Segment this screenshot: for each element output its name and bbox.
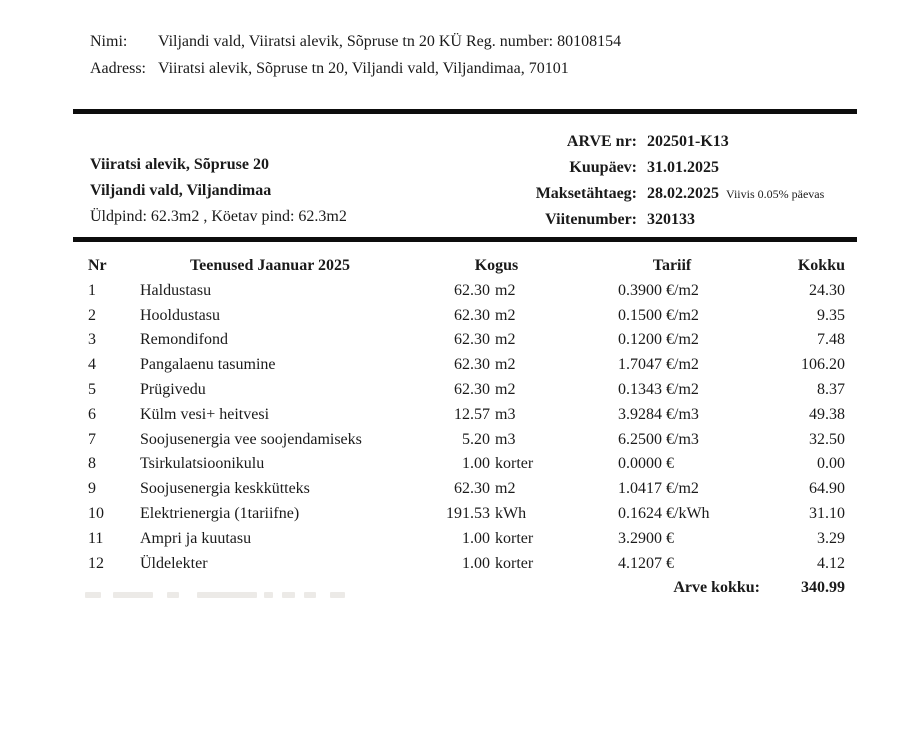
ghost-fragment	[113, 592, 153, 598]
reference-number-label: Viitenumber:	[545, 211, 637, 229]
row-tariff: 3.9284 €/m3	[618, 405, 699, 423]
property-block	[90, 152, 347, 229]
row-service: Ampri ja kuutasu	[140, 529, 252, 547]
row-qty-unit: m2	[495, 331, 516, 349]
row-tariff: 6.2500 €/m3	[618, 430, 699, 448]
table-row	[0, 403, 898, 428]
row-quantity	[400, 428, 548, 453]
row-service: Haldustasu	[140, 281, 212, 299]
row-service: Külm vesi+ heitvesi	[140, 405, 270, 423]
services-table	[0, 254, 898, 601]
reference-number-row	[450, 207, 824, 233]
row-total: 32.50	[809, 430, 845, 448]
row-nr: 8	[88, 455, 96, 473]
row-quantity	[400, 527, 548, 552]
recipient-name-label: Nimi:	[90, 33, 128, 50]
row-quantity	[400, 502, 548, 527]
property-area-line: Üldpind: 62.3m2 , Köetav pind: 62.3m2	[90, 207, 347, 225]
recipient-name-value: Viljandi vald, Viiratsi alevik, Sõpruse tn 20 KÜ Reg. number: 80108154	[158, 33, 622, 50]
row-service: Remondifond	[140, 331, 228, 349]
row-total: 9.35	[817, 306, 845, 324]
invoice-date-label: Kuupäev:	[569, 158, 637, 176]
row-tariff: 1.7047 €/m2	[618, 356, 699, 374]
row-qty-number: 191.53	[446, 504, 490, 522]
row-nr: 10	[88, 504, 104, 522]
row-nr: 1	[88, 281, 96, 299]
row-qty-number: 1.00	[462, 455, 490, 473]
ghost-fragment	[264, 592, 273, 598]
row-qty-number: 1.00	[462, 529, 490, 547]
row-nr: 7	[88, 430, 96, 448]
horizontal-rule-middle	[73, 237, 857, 242]
row-qty-unit: m2	[495, 380, 516, 398]
row-quantity	[400, 279, 548, 304]
row-quantity	[400, 378, 548, 403]
header-service: Teenused Jaanuar 2025	[189, 257, 351, 274]
table-row	[0, 552, 898, 577]
row-qty-number: 62.30	[454, 356, 490, 374]
row-tariff: 0.1343 €/m2	[618, 380, 699, 398]
ghost-fragment	[167, 592, 179, 598]
table-row	[0, 353, 898, 378]
row-service: Hooldustasu	[140, 306, 220, 324]
header-quantity: Kogus	[474, 257, 519, 274]
row-qty-unit: korter	[495, 455, 534, 473]
row-qty-unit: korter	[495, 529, 534, 547]
row-qty-unit: m3	[495, 405, 516, 423]
row-nr: 5	[88, 380, 96, 398]
invoice-date-value: 31.01.2025	[647, 158, 719, 176]
row-nr: 11	[88, 529, 104, 547]
row-qty-unit: kWh	[495, 504, 527, 522]
row-quantity	[400, 304, 548, 329]
row-total: 3.29	[817, 529, 845, 547]
row-total: 24.30	[809, 281, 845, 299]
invoice-number-row	[450, 129, 824, 155]
recipient-block	[90, 29, 621, 82]
row-service: Pangalaenu tasumine	[140, 356, 276, 374]
row-total: 106.20	[801, 356, 845, 374]
row-nr: 2	[88, 306, 96, 324]
invoice-total-label: Arve kokku:	[673, 579, 760, 597]
row-tariff: 3.2900 €	[618, 529, 674, 547]
row-service: Prügivedu	[140, 380, 206, 398]
invoice-number-label: ARVE nr:	[566, 133, 637, 150]
invoice-number-value: 202501-K13	[647, 133, 729, 150]
row-qty-number: 62.30	[454, 306, 490, 324]
table-row	[0, 452, 898, 477]
recipient-address-value: Viiratsi alevik, Sõpruse tn 20, Viljandi vald, Viljandimaa, 70101	[158, 59, 569, 77]
row-service: Elektrienergia (1tariifne)	[140, 504, 300, 522]
ghost-fragment	[282, 592, 295, 598]
row-total: 31.10	[809, 504, 845, 522]
table-header-row	[0, 254, 898, 279]
property-address-line1: Viiratsi alevik, Sõpruse 20	[90, 156, 269, 173]
row-service: Soojusenergia vee soojendamiseks	[140, 430, 362, 448]
table-row	[0, 328, 898, 353]
invoice-meta-block	[450, 129, 824, 233]
row-total: 49.38	[809, 405, 845, 423]
table-row	[0, 502, 898, 527]
row-qty-number: 5.20	[462, 430, 490, 448]
table-row	[0, 304, 898, 329]
header-nr: Nr	[88, 257, 107, 274]
table-row	[0, 279, 898, 304]
row-qty-number: 62.30	[454, 281, 490, 299]
row-tariff: 0.1500 €/m2	[618, 306, 699, 324]
recipient-address-label: Aadress:	[90, 59, 146, 77]
invoice-due-date-label: Maksetähtaeg:	[535, 184, 637, 202]
row-quantity	[400, 353, 548, 378]
horizontal-rule-top	[73, 109, 857, 114]
row-qty-unit: m2	[495, 281, 516, 299]
row-tariff: 0.3900 €/m2	[618, 281, 699, 299]
recipient-address-row	[90, 56, 621, 83]
invoice-total-value: 340.99	[801, 579, 845, 597]
row-quantity	[400, 403, 548, 428]
row-nr: 12	[88, 554, 104, 572]
header-total: Kokku	[797, 257, 845, 274]
row-nr: 3	[88, 331, 96, 349]
table-row	[0, 428, 898, 453]
row-tariff: 4.1207 €	[618, 554, 674, 572]
invoice-date-row	[450, 155, 824, 181]
row-service: Üldelekter	[140, 554, 208, 572]
ghost-fragment	[197, 592, 257, 598]
row-nr: 6	[88, 405, 96, 423]
row-total: 8.37	[817, 380, 845, 398]
invoice-due-date-value: 28.02.2025	[647, 184, 719, 202]
row-quantity	[400, 452, 548, 477]
row-qty-unit: m2	[495, 306, 516, 324]
property-address-line2: Viljandi vald, Viljandimaa	[90, 181, 272, 199]
ghost-fragment	[304, 592, 316, 598]
row-tariff: 0.1200 €/m2	[618, 331, 699, 349]
row-nr: 9	[88, 480, 96, 498]
row-tariff: 0.1624 €/kWh	[618, 504, 710, 522]
table-row	[0, 477, 898, 502]
row-total: 64.90	[809, 480, 845, 498]
invoice-due-date-row	[450, 181, 824, 208]
row-tariff: 0.0000 €	[618, 455, 674, 473]
row-total: 4.12	[817, 554, 845, 572]
row-service: Tsirkulatsioonikulu	[140, 455, 265, 473]
table-row	[0, 378, 898, 403]
row-qty-number: 62.30	[454, 480, 490, 498]
ghost-fragment	[85, 592, 101, 598]
row-qty-unit: m2	[495, 480, 516, 498]
row-quantity	[400, 477, 548, 502]
row-qty-number: 62.30	[454, 380, 490, 398]
row-qty-unit: m3	[495, 430, 516, 448]
table-row	[0, 527, 898, 552]
row-total: 7.48	[817, 331, 845, 349]
row-total: 0.00	[817, 455, 845, 473]
reference-number-value: 320133	[647, 211, 695, 229]
row-qty-number: 1.00	[462, 554, 490, 572]
row-tariff: 1.0417 €/m2	[618, 480, 699, 498]
row-quantity	[400, 328, 548, 353]
recipient-name-row	[90, 29, 621, 56]
late-fee-note: Viivis 0.05% päevas	[726, 186, 825, 201]
row-qty-number: 62.30	[454, 331, 490, 349]
row-service: Soojusenergia keskkütteks	[140, 480, 310, 498]
header-tariff: Tariif	[652, 257, 692, 274]
row-qty-unit: m2	[495, 356, 516, 374]
row-qty-number: 12.57	[454, 405, 490, 423]
scan-bleedthrough-artifact	[85, 592, 345, 598]
row-quantity	[400, 552, 548, 577]
ghost-fragment	[330, 592, 345, 598]
row-qty-unit: korter	[495, 554, 534, 572]
row-nr: 4	[88, 356, 96, 374]
